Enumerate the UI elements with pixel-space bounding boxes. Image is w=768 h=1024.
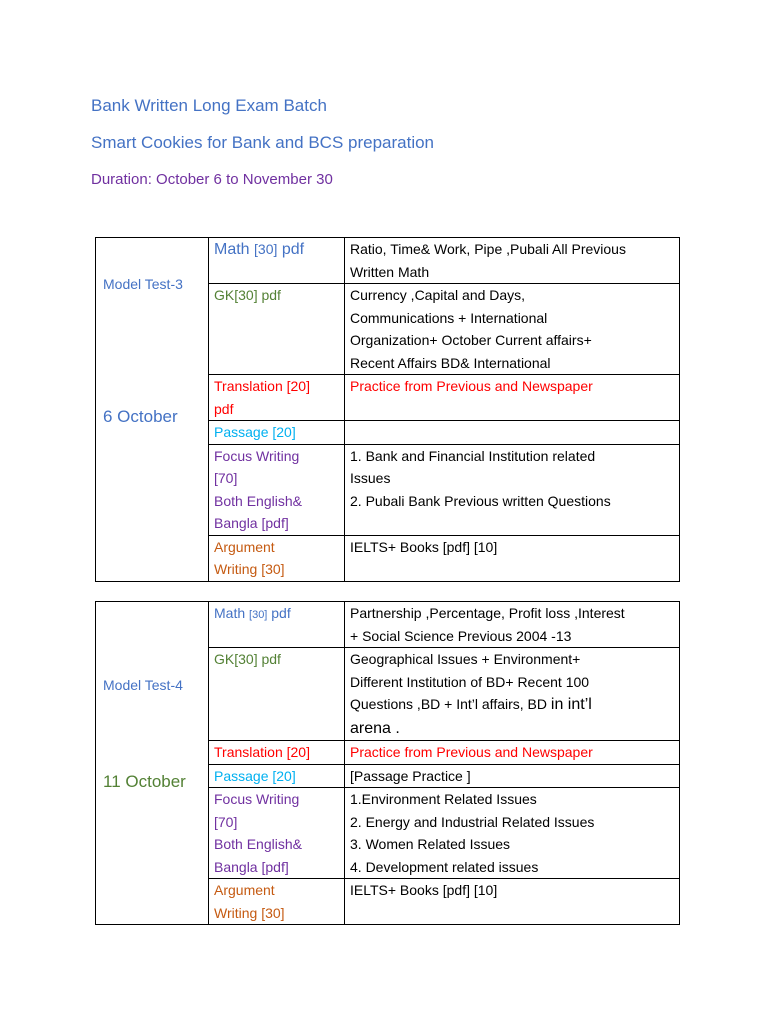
test-date: 6 October — [103, 407, 178, 426]
subject-cell: Focus Writing [70] Both English& Bangla [pdf] — [209, 788, 345, 879]
document-subtitle: Smart Cookies for Bank and BCS preparation — [91, 133, 435, 152]
topics-cell: 1. Bank and Financial Institution related Issues 2. Pubali Bank Previous written Questions — [345, 444, 680, 535]
subject-cell: Translation [20] — [209, 741, 345, 765]
topics-cell: Practice from Previous and Newspaper — [345, 741, 680, 765]
topics-cell: Practice from Previous and Newspaper — [345, 375, 680, 421]
test-info-cell — [96, 602, 209, 925]
topics-cell — [345, 421, 680, 445]
subject-cell: Passage [20] — [209, 764, 345, 788]
subject-cell: GK[30] pdf — [209, 284, 345, 375]
model-test-label: Model Test-4 — [103, 677, 183, 693]
subject-cell: Translation [20] pdf — [209, 375, 345, 421]
topics-cell: IELTS+ Books [pdf] [10] — [345, 535, 680, 581]
test-info-cell — [96, 238, 209, 582]
topics-cell: Currency ,Capital and Days, Communications + International Organization+ October Current affairs+ Recent Affairs BD& International — [345, 284, 680, 375]
schedule-table-model-test-3 — [95, 237, 680, 582]
subject-cell: Passage [20] — [209, 421, 345, 445]
document-title: Bank Written Long Exam Batch — [91, 96, 327, 115]
subject-cell: Math [30] pdf — [209, 238, 345, 284]
topics-cell: Geographical Issues + Environment+ Different Institution of BD+ Recent 100 Questions ,BD + Int’l affairs, BD in int’l arena . — [345, 648, 680, 741]
topics-cell: 1.Environment Related Issues 2. Energy and Industrial Related Issues 3. Women Related Issues 4. Development related issues — [345, 788, 680, 879]
table-row — [96, 602, 680, 648]
model-test-label: Model Test-3 — [103, 276, 183, 292]
topics-cell: IELTS+ Books [pdf] [10] — [345, 879, 680, 925]
topics-cell: Partnership ,Percentage, Profit loss ,Interest + Social Science Previous 2004 -13 — [345, 602, 680, 648]
test-date: 11 October — [103, 772, 186, 791]
duration-text: Duration: October 6 to November 30 — [91, 171, 333, 188]
schedule-table-model-test-4 — [95, 601, 680, 925]
subject-cell: Focus Writing [70] Both English& Bangla [pdf] — [209, 444, 345, 535]
subject-cell: GK[30] pdf — [209, 648, 345, 741]
topics-cell: [Passage Practice ] — [345, 764, 680, 788]
table-row — [96, 238, 680, 284]
subject-cell: Argument Writing [30] — [209, 535, 345, 581]
subject-cell: Argument Writing [30] — [209, 879, 345, 925]
subject-cell: Math [30] pdf — [209, 602, 345, 648]
topics-cell: Ratio, Time& Work, Pipe ,Pubali All Previous Written Math — [345, 238, 680, 284]
